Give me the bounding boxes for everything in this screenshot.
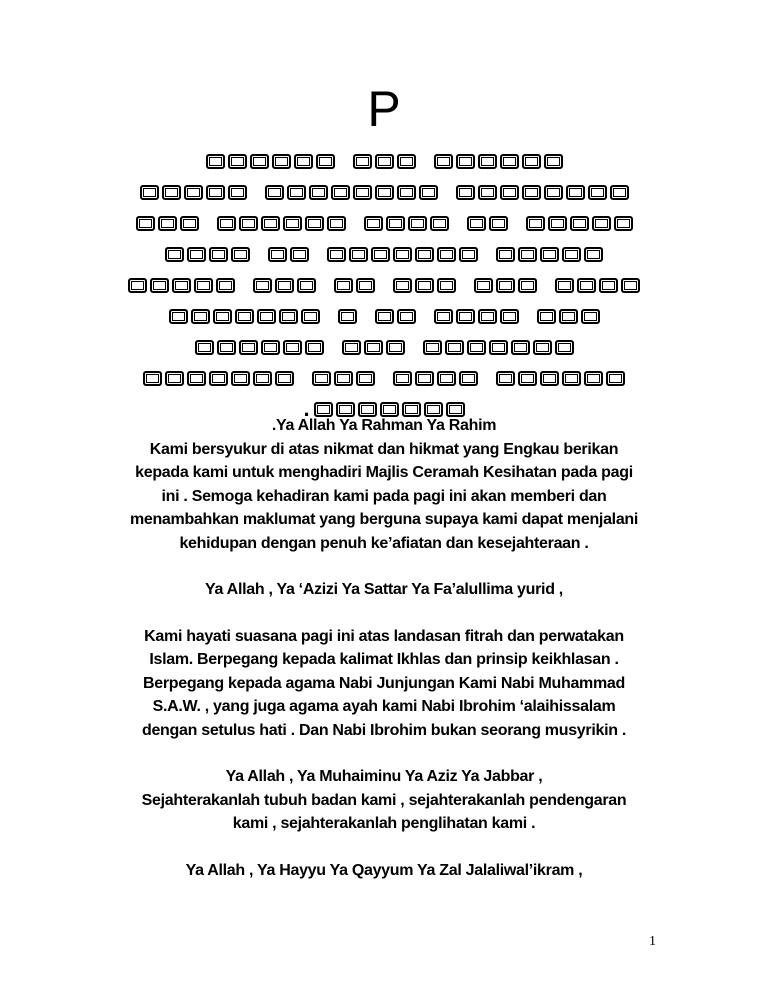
missing-glyph-icon: [544, 154, 563, 169]
missing-glyph-icon: [195, 340, 214, 355]
missing-glyph-icon: [518, 278, 537, 293]
missing-glyph-icon: [518, 247, 537, 262]
glyph-word: [338, 301, 357, 332]
missing-glyph-icon: [437, 278, 456, 293]
missing-glyph-icon: [434, 154, 453, 169]
missing-glyph-icon: [353, 185, 372, 200]
missing-glyph-icon: [397, 154, 416, 169]
missing-glyph-icon: [562, 247, 581, 262]
missing-glyph-icon: [217, 340, 236, 355]
missing-glyph-icon: [522, 185, 541, 200]
missing-glyph-icon: [606, 371, 625, 386]
glyph-word: [467, 208, 508, 239]
missing-glyph-icon: [588, 185, 607, 200]
missing-glyph-icon: [165, 371, 184, 386]
missing-glyph-icon: [375, 309, 394, 324]
missing-glyph-icon: [518, 371, 537, 386]
missing-glyph-icon: [187, 247, 206, 262]
missing-glyph-icon: [162, 185, 181, 200]
missing-glyph-icon: [217, 216, 236, 231]
paragraph-2-line: dengan setulus hati . Dan Nabi Ibrohim bukan seorang musyrikin .: [141, 721, 626, 739]
missing-glyph-icon: [290, 247, 309, 262]
missing-glyph-icon: [393, 247, 412, 262]
glyph-period: .: [303, 396, 310, 421]
glyph-word: [327, 239, 478, 270]
missing-glyph-icon: [478, 309, 497, 324]
missing-glyph-icon: [191, 309, 210, 324]
missing-glyph-icon: [356, 278, 375, 293]
missing-glyph-icon: [526, 216, 545, 231]
missing-glyph-icon: [158, 216, 177, 231]
paragraph-1: [0, 438, 768, 556]
missing-glyph-icon: [559, 309, 578, 324]
glyph-line: [110, 301, 658, 332]
missing-glyph-icon: [136, 216, 155, 231]
missing-glyph-icon: [184, 185, 203, 200]
glyph-word: [143, 363, 294, 394]
missing-glyph-icon: [474, 278, 493, 293]
missing-glyph-icon: [228, 154, 247, 169]
missing-glyph-icon: [478, 154, 497, 169]
body-text: [0, 414, 768, 882]
missing-glyph-icon: [194, 278, 213, 293]
missing-glyph-icon: [349, 247, 368, 262]
missing-glyph-icon: [467, 340, 486, 355]
missing-glyph-icon: [294, 154, 313, 169]
glyph-word: [393, 363, 478, 394]
glyph-word: [474, 270, 537, 301]
missing-glyph-icon: [316, 154, 335, 169]
glyph-line: [110, 363, 658, 394]
missing-glyph-icon: [386, 340, 405, 355]
paragraph-1-line: ini . Semoga kehadiran kami pada pagi ini akan memberi dan: [161, 487, 607, 505]
missing-glyph-icon: [592, 216, 611, 231]
glyph-word: [434, 146, 563, 177]
missing-glyph-icon: [500, 309, 519, 324]
missing-glyph-icon: [496, 278, 515, 293]
missing-glyph-icon: [253, 371, 272, 386]
missing-glyph-icon: [393, 371, 412, 386]
missing-glyph-icon: [459, 247, 478, 262]
missing-glyph-icon: [375, 185, 394, 200]
paragraph-3: [0, 789, 768, 836]
glyph-word: [169, 301, 320, 332]
missing-glyph-icon: [327, 247, 346, 262]
paragraph-1-line: Kami bersyukur di atas nikmat dan hikmat yang Engkau berikan: [149, 440, 619, 458]
missing-glyph-icon: [272, 154, 291, 169]
missing-glyph-icon: [312, 371, 331, 386]
glyph-word: [496, 363, 625, 394]
missing-glyph-icon: [275, 278, 294, 293]
missing-glyph-icon: [415, 278, 434, 293]
missing-glyph-icon: [150, 278, 169, 293]
missing-glyph-icon: [257, 309, 276, 324]
missing-glyph-icon: [283, 340, 302, 355]
missing-glyph-icon: [581, 309, 600, 324]
missing-glyph-icon: [169, 309, 188, 324]
missing-glyph-icon: [187, 371, 206, 386]
missing-glyph-icon: [434, 309, 453, 324]
missing-glyph-icon: [231, 247, 250, 262]
missing-glyph-icon: [496, 247, 515, 262]
glyph-word: [165, 239, 250, 270]
missing-glyph-icon: [231, 371, 250, 386]
missing-glyph-icon: [228, 185, 247, 200]
missing-glyph-icon: [216, 278, 235, 293]
missing-glyph-icon: [584, 371, 603, 386]
missing-glyph-icon: [140, 185, 159, 200]
glyph-word: [375, 301, 416, 332]
glyph-word: [268, 239, 309, 270]
missing-glyph-icon: [206, 154, 225, 169]
glyph-line: [110, 270, 658, 301]
glyph-line: [110, 177, 658, 208]
missing-glyph-icon: [456, 185, 475, 200]
invocation-3: Ya Allah , Ya Muhaiminu Ya Aziz Ya Jabbar ,: [225, 768, 543, 785]
missing-glyph-icon: [511, 340, 530, 355]
paragraph-2-line: Kami hayati suasana pagi ini atas landasan fitrah dan perwatakan: [144, 627, 624, 645]
missing-glyph-icon: [489, 340, 508, 355]
missing-glyph-icon: [393, 278, 412, 293]
glyph-word: [526, 208, 633, 239]
missing-glyph-icon: [496, 371, 515, 386]
missing-glyph-icon: [544, 185, 563, 200]
glyph-word: [206, 146, 335, 177]
paragraph-3-line: Sejahterakanlah tubuh badan kami , sejahterakanlah pendengaran: [141, 791, 627, 809]
missing-glyph-icon: [297, 278, 316, 293]
glyph-word: [537, 301, 600, 332]
missing-glyph-icon: [172, 278, 191, 293]
missing-glyph-icon: [209, 371, 228, 386]
missing-glyph-icon: [239, 340, 258, 355]
missing-glyph-icon: [500, 185, 519, 200]
missing-glyph-icon: [239, 216, 258, 231]
missing-glyph-icon: [614, 216, 633, 231]
missing-glyph-icon: [500, 154, 519, 169]
paragraph-2-line: Islam. Berpegang kepada kalimat Ikhlas dan prinsip keikhlasan .: [149, 651, 619, 668]
missing-glyph-icon: [165, 247, 184, 262]
missing-glyph-icon: [548, 216, 567, 231]
missing-glyph-icon: [143, 371, 162, 386]
missing-glyph-icon: [334, 278, 353, 293]
missing-glyph-icon: [577, 278, 596, 293]
missing-glyph-icon: [386, 216, 405, 231]
missing-glyph-icon: [356, 371, 375, 386]
missing-glyph-icon: [584, 247, 603, 262]
missing-glyph-icon: [459, 371, 478, 386]
glyph-line: [110, 239, 658, 270]
missing-glyph-icon: [301, 309, 320, 324]
missing-glyph-icon: [555, 278, 574, 293]
missing-glyph-icon: [283, 216, 302, 231]
missing-glyph-icon: [437, 371, 456, 386]
glyph-word: [140, 177, 247, 208]
missing-glyph-icon: [213, 309, 232, 324]
missing-glyph-icon: [287, 185, 306, 200]
missing-glyph-icon: [180, 216, 199, 231]
missing-glyph-icon: [437, 247, 456, 262]
missing-glyph-icon: [467, 216, 486, 231]
glyph-word: [364, 208, 449, 239]
glyph-word: [265, 177, 438, 208]
invocation-4: Ya Allah , Ya Hayyu Ya Qayyum Ya Zal Jalaliwal’ikram ,: [185, 861, 583, 879]
missing-glyph-icon: [397, 185, 416, 200]
missing-glyph-icon: [261, 340, 280, 355]
missing-glyph-icon: [456, 309, 475, 324]
missing-glyph-icon: [250, 154, 269, 169]
glyph-word: [393, 270, 456, 301]
missing-glyph-icon: [445, 340, 464, 355]
missing-glyph-icon: [371, 247, 390, 262]
missing-glyph-icon: [599, 278, 618, 293]
paragraph-2: [0, 625, 768, 743]
page-number: 1: [649, 934, 656, 949]
paragraph-1-line: menambahkan maklumat yang berguna supaya kami dapat menjalani: [129, 511, 639, 528]
glyph-word: [353, 146, 416, 177]
glyph-word: [312, 363, 375, 394]
missing-glyph-icon: [206, 185, 225, 200]
missing-glyph-icon: [430, 216, 449, 231]
missing-glyph-icon: [621, 278, 640, 293]
missing-glyph-icon: [334, 371, 353, 386]
missing-glyph-icon: [342, 340, 361, 355]
title-letter: P: [367, 81, 401, 137]
missing-glyph-icon: [489, 216, 508, 231]
missing-glyph-icon: [305, 340, 324, 355]
glyph-word: [456, 177, 629, 208]
missing-glyph-icon: [610, 185, 629, 200]
missing-glyph-icon: [522, 154, 541, 169]
missing-glyph-icon: [331, 185, 350, 200]
glyph-word: [334, 270, 375, 301]
missing-glyph-icon: [533, 340, 552, 355]
missing-glyph-icon: [279, 309, 298, 324]
glyph-word: [195, 332, 324, 363]
glyph-word: [342, 332, 405, 363]
glyph-word: [423, 332, 574, 363]
missing-glyph-icon: [338, 309, 357, 324]
missing-glyph-icon: [268, 247, 287, 262]
missing-glyph-icon: [555, 340, 574, 355]
missing-glyph-icon: [265, 185, 284, 200]
missing-glyph-icon: [397, 309, 416, 324]
glyph-word: [217, 208, 346, 239]
missing-glyph-icon: [478, 185, 497, 200]
glyph-line: [110, 208, 658, 239]
missing-glyph-icon: [456, 154, 475, 169]
missing-glyph-icon: [353, 154, 372, 169]
missing-glyph-icon: [275, 371, 294, 386]
unrendered-glyph-block: [110, 146, 658, 425]
missing-glyph-icon: [415, 247, 434, 262]
glyph-line: [110, 146, 658, 177]
missing-glyph-icon: [309, 185, 328, 200]
invocation-2: Ya Allah , Ya ‘Azizi Ya Sattar Ya Fa’alullima yurid ,: [205, 581, 563, 598]
missing-glyph-icon: [327, 216, 346, 231]
missing-glyph-icon: [540, 371, 559, 386]
paragraph-2-line: Berpegang kepada agama Nabi Junjungan Kami Nabi Muhammad: [143, 674, 625, 692]
glyph-word: [555, 270, 640, 301]
missing-glyph-icon: [419, 185, 438, 200]
paragraph-2-line: S.A.W. , yang juga agama ayah kami Nabi Ibrohim ‘alaihissalam: [152, 698, 616, 715]
missing-glyph-icon: [566, 185, 585, 200]
paragraph-1-line: kehidupan dengan penuh ke’afiatan dan kesejahteraan .: [179, 534, 589, 552]
missing-glyph-icon: [375, 154, 394, 169]
missing-glyph-icon: [540, 247, 559, 262]
glyph-word: [128, 270, 235, 301]
missing-glyph-icon: [235, 309, 254, 324]
glyph-word: [253, 270, 316, 301]
missing-glyph-icon: [364, 216, 383, 231]
missing-glyph-icon: [261, 216, 280, 231]
missing-glyph-icon: [423, 340, 442, 355]
missing-glyph-icon: [570, 216, 589, 231]
glyph-line: [110, 332, 658, 363]
paragraph-1-line: kepada kami untuk menghadiri Majlis Ceramah Kesihatan pada pagi: [135, 464, 633, 481]
missing-glyph-icon: [305, 216, 324, 231]
missing-glyph-icon: [562, 371, 581, 386]
paragraph-3-line: kami , sejahterakanlah penglihatan kami .: [232, 815, 536, 832]
invocation-1: .Ya Allah Ya Rahman Ya Rahim: [271, 417, 497, 434]
missing-glyph-icon: [364, 340, 383, 355]
missing-glyph-icon: [415, 371, 434, 386]
missing-glyph-icon: [128, 278, 147, 293]
glyph-word: [136, 208, 199, 239]
missing-glyph-icon: [209, 247, 228, 262]
missing-glyph-icon: [408, 216, 427, 231]
glyph-word: [434, 301, 519, 332]
missing-glyph-icon: [537, 309, 556, 324]
missing-glyph-icon: [253, 278, 272, 293]
glyph-word: [496, 239, 603, 270]
